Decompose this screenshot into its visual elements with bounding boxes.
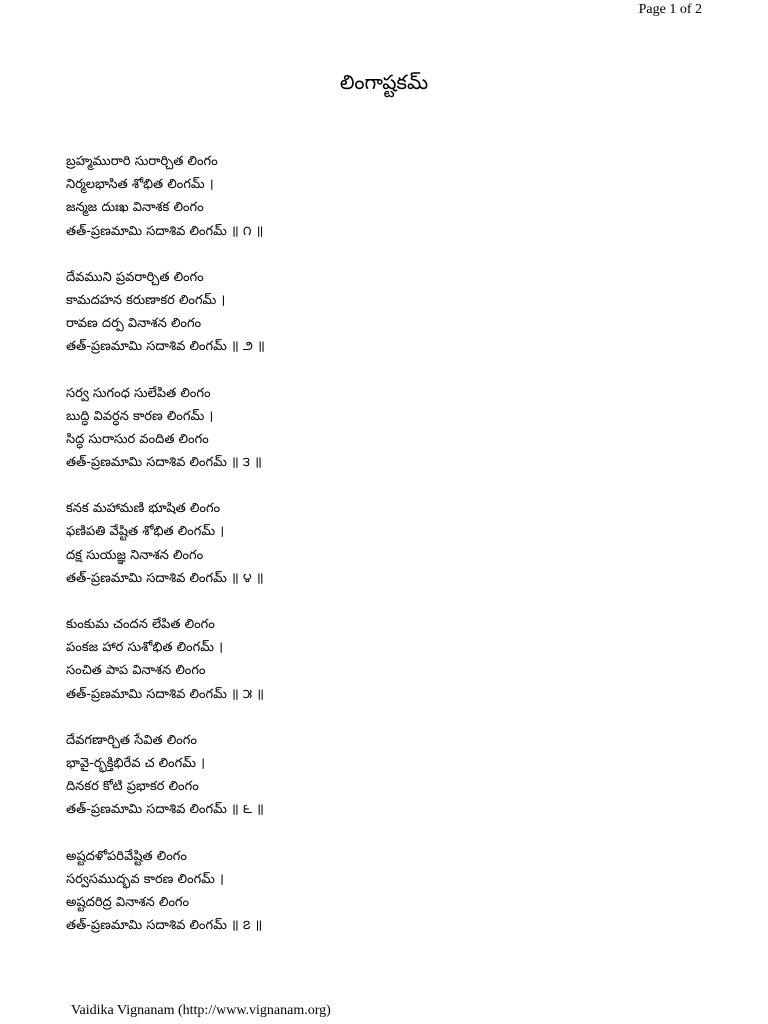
verse-line: దేవముని ప్రవరార్చిత లింగం	[66, 269, 204, 285]
verse-line: కుంకుమ చందన లేపిత లింగం	[66, 617, 215, 632]
verse-line: తత్-ప్రణమామి సదాశివ లింగమ్ ॥ ౩ ॥	[66, 455, 262, 471]
verse-line: కనక మహామణి భూషిత లింగం	[66, 501, 221, 517]
verse-line: ఫణిపతి వేష్టిత శోభిత లింగమ్ ।	[66, 524, 225, 540]
verse-line: అష్టదళోపరివేష్టిత లింగం	[66, 848, 187, 864]
verse-line: దేవగణార్చిత సేవిత లింగం	[66, 732, 197, 748]
verse-7	[66, 845, 586, 938]
verse-line: బ్రహ్మమురారి సురార్చిత లింగం	[66, 154, 218, 169]
verse-line: తత్-ప్రణమామి సదాశివ లింగమ్ ॥ ౭ ॥	[66, 918, 263, 934]
verse-line: తత్-ప్రణమామి సదాశివ లింగమ్ ॥ ౬ ॥	[66, 802, 264, 818]
verse-line: తత్-ప్రణమామి సదాశివ లింగమ్ ॥ ౧ ॥	[66, 223, 264, 239]
verse-line: దినకర కోటి ప్రభాకర లింగం	[66, 779, 199, 795]
verse-line: కామదహన కరుణాకర లింగమ్ ।	[66, 292, 226, 308]
verses-container	[66, 150, 586, 960]
verse-line: తత్-ప్రణమామి సదాశివ లింగమ్ ॥ ౫ ॥	[66, 686, 265, 702]
verse-line: పంకజ హార సుశోభిత లింగమ్ ।	[66, 640, 224, 656]
verse-6	[66, 729, 586, 822]
verse-line: తత్-ప్రణమామి సదాశివ లింగమ్ ॥ ౪ ॥	[66, 570, 264, 586]
verse-line: రావణ దర్ప వినాశన లింగం	[66, 316, 202, 332]
verse-5	[66, 613, 586, 706]
verse-line: సంచిత పాప వినాశన లింగం	[66, 663, 206, 679]
verse-line: సర్వ సుగంధ సులేపిత లింగం	[66, 385, 211, 401]
verse-line: భావై-ర్భక్తిభిరేవ చ లింగమ్ ।	[66, 755, 206, 771]
verse-3	[66, 382, 586, 475]
verse-line: నిర్మలభాసిత శోభిత లింగమ్ ।	[66, 177, 214, 193]
verse-line: సిద్ధ సురాసుర వందిత లింగం	[66, 431, 209, 447]
footer-source: Vaidika Vignanam (http://www.vignanam.org)	[71, 1003, 331, 1018]
page-number: Page 1 of 2	[638, 2, 702, 17]
verse-line: తత్-ప్రణమామి సదాశివ లింగమ్ ॥ ౨ ॥	[66, 339, 265, 355]
verse-2	[66, 266, 586, 359]
verse-4	[66, 497, 586, 590]
page-title: లింగాష్టకమ్	[339, 70, 429, 94]
verse-line: అష్టదరిద్ర వినాశన లింగం	[66, 894, 190, 910]
verse-line: జన్మజ దుఃఖ వినాశక లింగం	[66, 200, 204, 216]
verse-1	[66, 150, 586, 243]
verse-line: దక్ష సుయజ్ఞ నినాశన లింగం	[66, 547, 204, 563]
verse-line: సర్వసముద్భవ కారణ లింగమ్ ।	[66, 871, 224, 887]
verse-line: బుద్ధి వివర్ధన కారణ లింగమ్ ।	[66, 408, 214, 424]
